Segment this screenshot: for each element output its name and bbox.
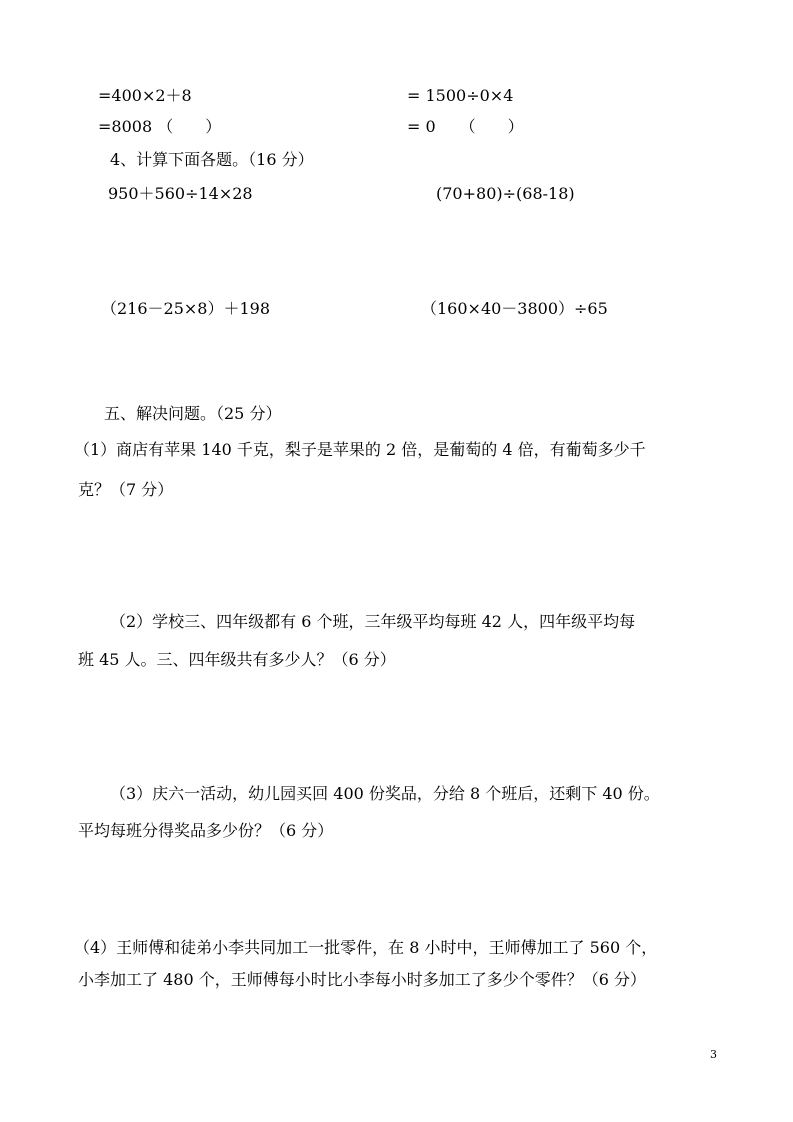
page-number: 3 [710, 1048, 717, 1061]
carryover-left-line2: =8008 （ ） [98, 117, 222, 136]
section5-heading: 五、解决问题。（25 分） [104, 404, 282, 423]
carryover-right-line2: = 0 （ ） [407, 117, 524, 136]
section4-heading: 4、计算下面各题。（16 分） [110, 150, 314, 169]
problem-3-line2: 平均每班分得奖品多少份？（6 分） [78, 821, 334, 840]
problem-2-line1: （2）学校三、四年级都有 6 个班，三年级平均每班 42 人，四年级平均每 [110, 612, 636, 631]
problem-1-line1: （1）商店有苹果 140 千克，梨子是苹果的 2 倍，是葡萄的 4 倍，有葡萄多少千 [74, 440, 646, 459]
calc-expr-4: （160×40－3800）÷65 [421, 299, 608, 318]
calc-expr-2: (70+80)÷(68-18) [436, 184, 575, 203]
problem-4-line1: （4）王师傅和徒弟小李共同加工一批零件，在 8 小时中，王师傅加工了 560 个， [74, 938, 658, 957]
calc-expr-1: 950＋560÷14×28 [108, 184, 253, 203]
calc-expr-3: （216－25×8）＋198 [101, 299, 271, 318]
problem-4-line2: 小李加工了 480 个，王师傅每小时比小李每小时多加工了多少个零件？（6 分） [78, 970, 646, 989]
problem-1-line2: 克？（7 分） [78, 480, 174, 499]
carryover-left-line1: =400×2＋8 [98, 86, 192, 105]
problem-2-line2: 班 45 人。三、四年级共有多少人？（6 分） [78, 650, 396, 669]
carryover-right-line1: = 1500÷0×4 [407, 86, 514, 105]
problem-3-line1: （3）庆六一活动，幼儿园买回 400 份奖品，分给 8 个班后，还剩下 40 份。 [110, 784, 660, 803]
